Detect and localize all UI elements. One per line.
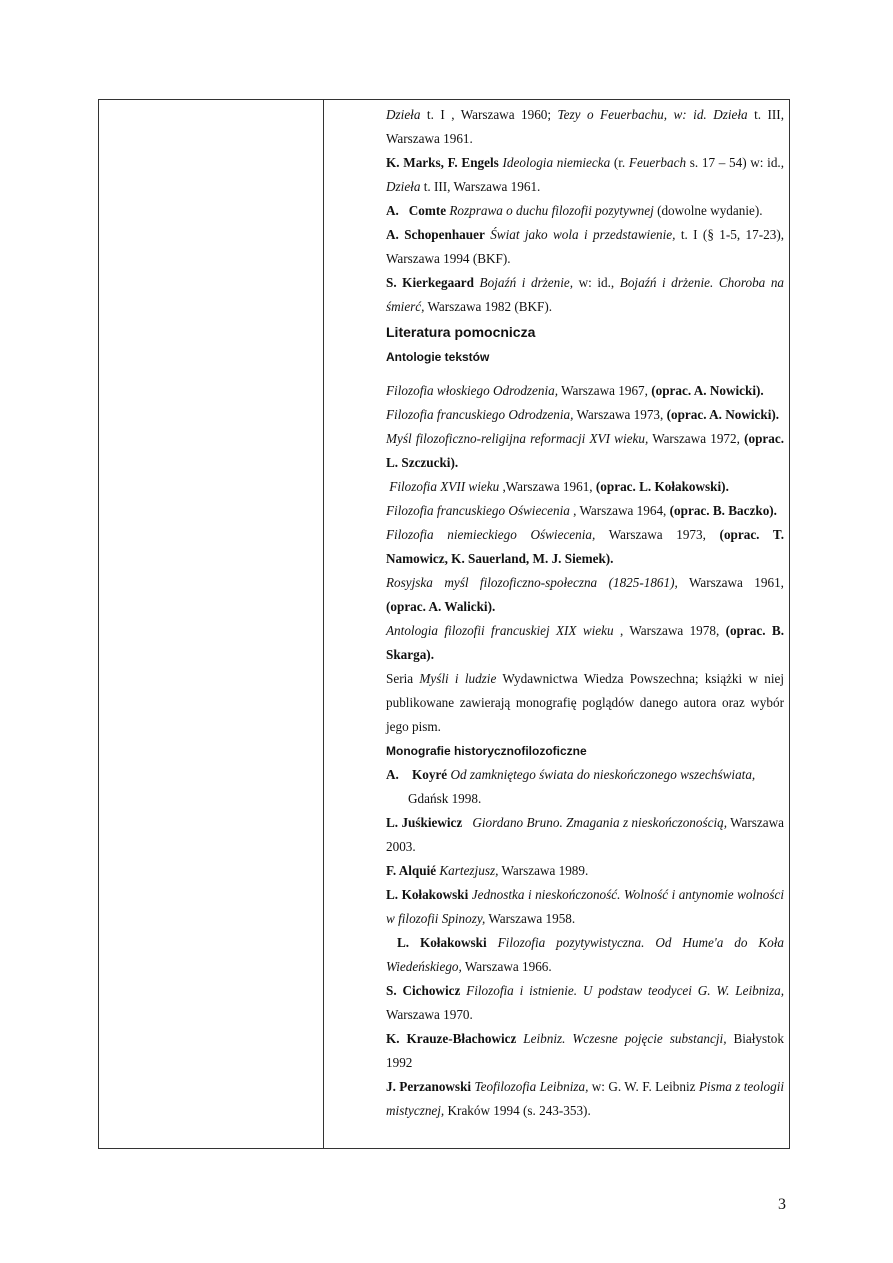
bibliography-table — [98, 99, 790, 1149]
entry-filozofia-xvii: Filozofia XVII wieku ,Warszawa 1961, (oprac. L. Kołakowski). — [389, 479, 729, 494]
entry-niemieckiego-oswiecenia: Filozofia niemieckiego Oświecenia, Warszawa 1973, (oprac. T. Namowicz, K. Sauerland, M. J. Siemek). — [386, 527, 784, 566]
entry-perzanowski: J. Perzanowski Teofilozofia Leibniza, w: G. W. F. Leibniz Pisma z teologii mistycznej, Kraków 1994 (s. 243-353). — [386, 1079, 785, 1118]
entry-alquie: F. Alquié Kartezjusz, Warszawa 1989. — [386, 863, 589, 878]
entry-kolakowski-spinoza: L. Kołakowski Jednostka i nieskończoność. Wolność i antynomie wolności w filozofii Spinozy, Warszawa 1958. — [386, 887, 785, 926]
entry-rosyjska-mysl: Rosyjska myśl filozoficzno-społeczna (1825-1861), Warszawa 1961, (oprac. A. Walicki). — [386, 575, 784, 614]
entry-marks-dziela: Dzieła t. I , Warszawa 1960; Tezy o Feuerbachu, w: id. Dzieła t. III, Warszawa 1961. — [386, 107, 784, 146]
entry-marks-engels: K. Marks, F. Engels Ideologia niemiecka (r. Feuerbach s. 17 – 54) w: id., Dzieła t. III, Warszawa 1961. — [386, 155, 785, 194]
entry-seria-mysli-i-ludzie: Seria Myśli i ludzie Wydawnictwa Wiedza Powszechna; książki w niej publikowane zawierają monografię poglądów danego autora oraz wybór jego pism. — [386, 671, 784, 734]
subheading-antologie: Antologie tekstów — [386, 350, 490, 364]
entry-juskiewicz: L. Juśkiewicz Giordano Bruno. Zmagania z nieskończonością, Warszawa 2003. — [386, 815, 784, 854]
entry-schopenhauer: A. Schopenhauer Świat jako wola i przedstawienie, t. I (§ 1-5, 17-23), Warszawa 1994 (BKF). — [386, 227, 785, 266]
page-number: 3 — [778, 1196, 786, 1213]
entry-krauze-blachowicz: K. Krauze-Błachowicz Leibniz. Wczesne pojęcie substancji, Białystok 1992 — [386, 1031, 784, 1070]
entry-antologia-xix: Antologia filozofii francuskiej XIX wieku , Warszawa 1978, (oprac. B. Skarga). — [386, 623, 784, 662]
entry-cichowicz: S. Cichowicz Filozofia i istnienie. U podstaw teodycei G. W. Leibniza, Warszawa 1970. — [386, 983, 785, 1022]
subheading-monografie: Monografie historycznofilozoficzne — [386, 744, 587, 758]
entry-mysl-reformacji: Myśl filozoficzno-religijna reformacji XVI wieku, Warszawa 1972, (oprac. L. Szczucki). — [386, 431, 784, 470]
bibliography-content — [386, 103, 784, 1123]
column-divider — [323, 100, 324, 1148]
entry-kierkegaard: S. Kierkegaard Bojaźń i drżenie, w: id., Bojaźń i drżenie. Choroba na śmierć, Warszawa 1982 (BKF). — [386, 275, 785, 314]
entry-filozofia-francuskiego-odrodzenia: Filozofia francuskiego Odrodzenia, Warszawa 1973, (oprac. A. Nowicki). — [386, 407, 780, 422]
section-heading-literatura-pomocnicza: Literatura pomocnicza — [386, 324, 536, 340]
entry-francuskiego-oswiecenia: Filozofia francuskiego Oświecenia , Warszawa 1964, (oprac. B. Baczko). — [386, 503, 777, 518]
entry-filozofia-wloskiego: Filozofia włoskiego Odrodzenia, Warszawa 1967, (oprac. A. Nowicki). — [386, 383, 764, 398]
entry-koyre: A. Koyré Od zamkniętego świata do nieskończonego wszechświata, Gdańsk 1998. — [386, 767, 756, 806]
entry-comte: A. Comte Rozprawa o duchu filozofii pozytywnej (dowolne wydanie). — [386, 203, 763, 218]
entry-kolakowski-pozytywizm: L. Kołakowski Filozofia pozytywistyczna. Od Hume'a do Koła Wiedeńskiego, Warszawa 1966. — [386, 935, 784, 974]
